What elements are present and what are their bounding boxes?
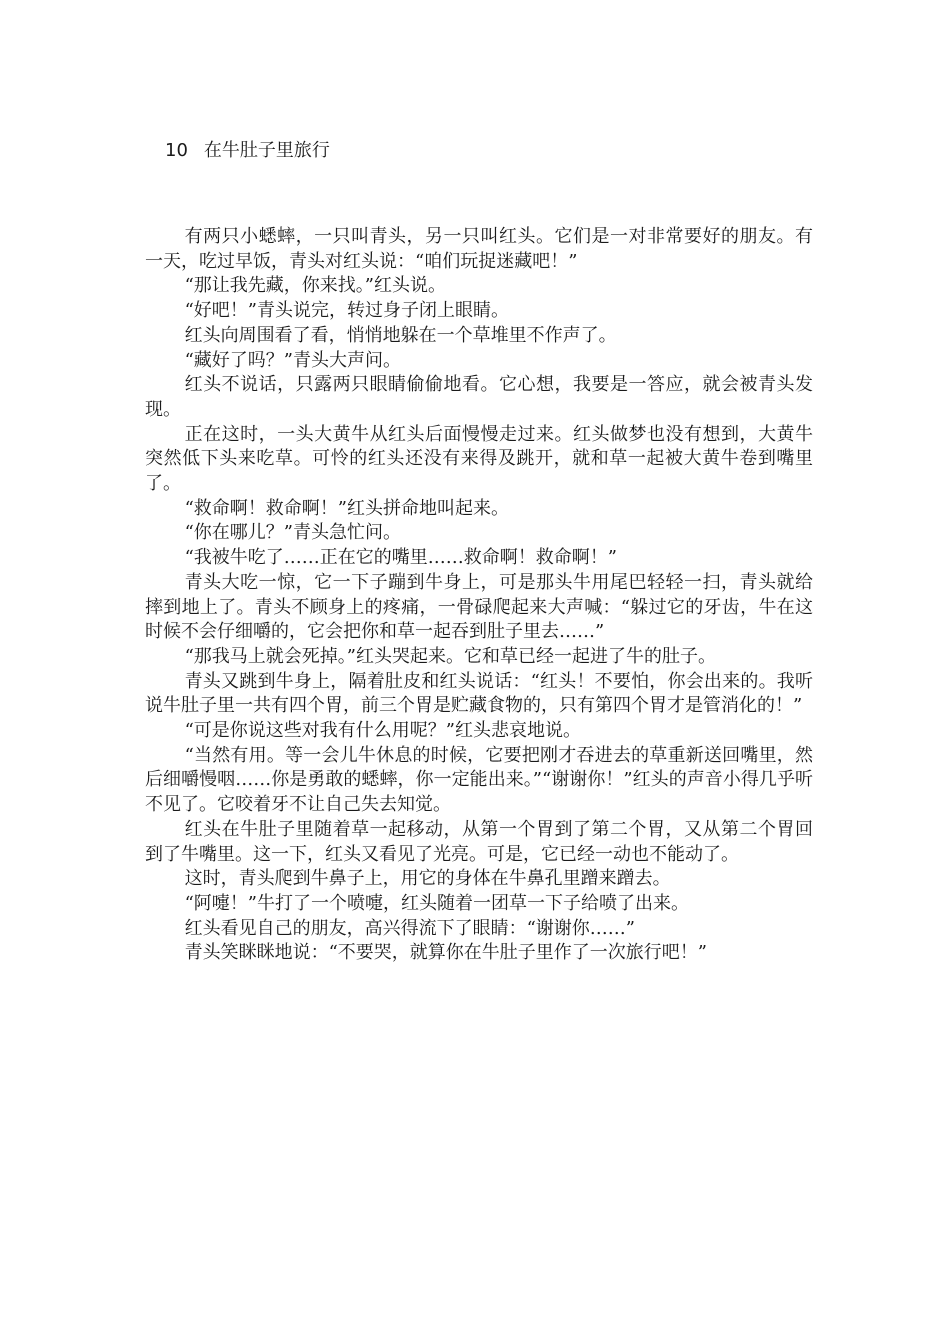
story-body <box>145 225 813 966</box>
paragraph: “那让我先藏，你来找。”红头说。 <box>184 275 446 297</box>
paragraph: 红头不说话，只露两只眼睛偷偷地看。它心想，我要是一答应，就会被青头发现。 <box>145 374 813 420</box>
chapter-heading <box>165 139 330 163</box>
paragraph: 正在这时，一头大黄牛从红头后面慢慢走过来。红头做梦也没有想到，大黄牛突然低下头来吃草。可怜的红头还没有来得及跳开，就和草一起被大黄牛卷到嘴里了。 <box>145 423 813 495</box>
paragraph: 青头笑眯眯地说：“不要哭，就算你在牛肚子里作了一次旅行吧！” <box>184 942 707 964</box>
paragraph: “可是你说这些对我有什么用呢？”红头悲哀地说。 <box>184 720 581 742</box>
paragraph: “救命啊！救命啊！”红头拼命地叫起来。 <box>184 497 509 519</box>
paragraph: 红头看见自己的朋友，高兴得流下了眼睛：“谢谢你……” <box>184 917 635 939</box>
paragraph: “当然有用。等一会儿牛休息的时候，它要把刚才吞进去的草重新送回嘴里，然后细嚼慢咽……你是勇敢的蟋蟀，你一定能出来。”“谢谢你！”红头的声音小得几乎听不见了。它咬着牙不让自己失去知觉。 <box>145 744 813 816</box>
paragraph: “你在哪儿？”青头急忙问。 <box>184 522 401 544</box>
paragraph: 红头在牛肚子里随着草一起移动，从第一个胃到了第二个胃，又从第二个胃回到了牛嘴里。这一下，红头又看见了光亮。可是，它已经一动也不能动了。 <box>145 818 813 865</box>
paragraph: 红头向周围看了看，悄悄地躲在一个草堆里不作声了。 <box>184 324 617 346</box>
paragraph: 有两只小蟋蟀，一只叫青头，另一只叫红头。它们是一对非常要好的朋友。有一天，吃过早饭，青头对红头说：“咱们玩捉迷藏吧！” <box>145 226 813 272</box>
paragraph: “阿嚏！”牛打了一个喷嚏，红头随着一团草一下子给喷了出来。 <box>184 892 689 914</box>
paragraph: “那我马上就会死掉。”红头哭起来。它和草已经一起进了牛的肚子。 <box>184 645 716 667</box>
paragraph: “好吧！”青头说完，转过身子闭上眼睛。 <box>184 300 509 322</box>
chapter-number: 10 <box>165 140 188 161</box>
paragraph: “我被牛吃了……正在它的嘴里……救命啊！救命啊！” <box>184 547 617 569</box>
paragraph: “藏好了吗？”青头大声问。 <box>184 349 401 371</box>
paragraph: 青头大吃一惊，它一下子蹦到牛身上，可是那头牛用尾巴轻轻一扫，青头就给摔到地上了。青头不顾身上的疼痛，一骨碌爬起来大声喊：“躲过它的牙齿，牛在这时候不会仔细嚼的，它会把你和草一起吞到肚子里去……” <box>145 571 813 643</box>
paragraph: 青头又跳到牛身上，隔着肚皮和红头说话：“红头！不要怕，你会出来的。我听说牛肚子里一共有四个胃，前三个胃是贮藏食物的，只有第四个胃才是管消化的！” <box>145 670 813 717</box>
chapter-title: 在牛肚子里旅行 <box>203 140 330 161</box>
paragraph: 这时，青头爬到牛鼻子上，用它的身体在牛鼻孔里蹭来蹭去。 <box>184 868 671 890</box>
